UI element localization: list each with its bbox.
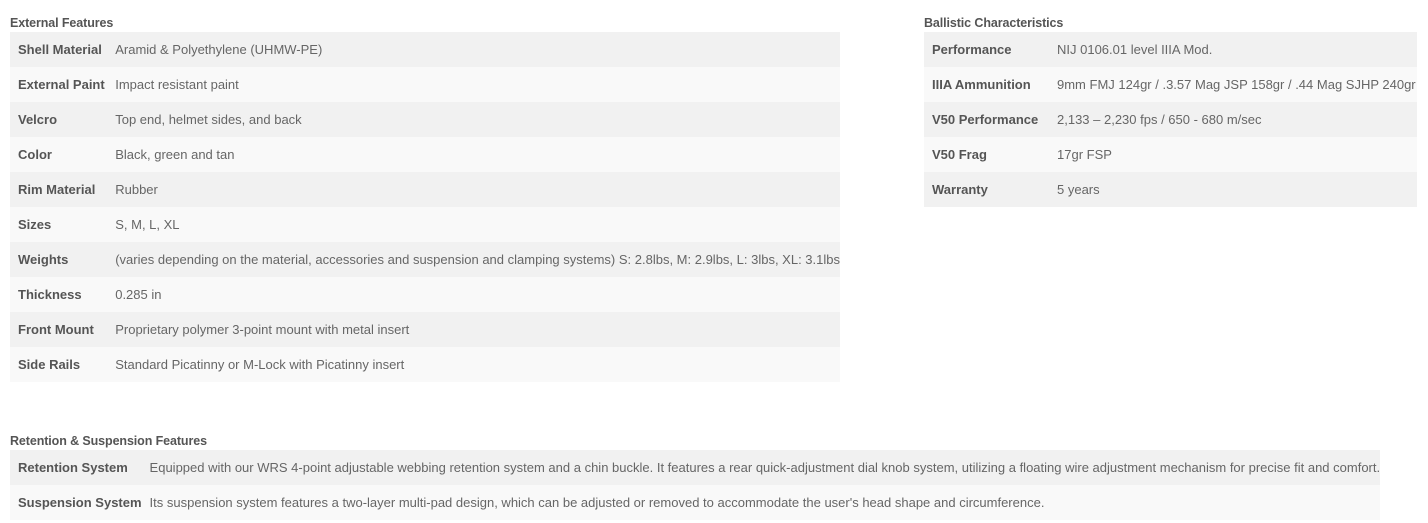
table-row [924, 32, 1417, 67]
row-value: Aramid & Polyethylene (UHMW-PE) [107, 32, 840, 67]
row-value: Rubber [107, 172, 840, 207]
row-label: Thickness [10, 277, 107, 312]
row-label: External Paint [10, 67, 107, 102]
row-label: Side Rails [10, 347, 107, 382]
row-label: Suspension System [10, 485, 142, 520]
row-label: Retention System [10, 450, 142, 485]
external-features-table [10, 32, 840, 382]
table-row [10, 312, 840, 347]
row-value: 9mm FMJ 124gr / .3.57 Mag JSP 158gr / .44 Mag SJHP 240gr [1049, 67, 1417, 102]
row-label: Warranty [924, 172, 1049, 207]
row-label: Rim Material [10, 172, 107, 207]
table-row [10, 347, 840, 382]
row-label: V50 Performance [924, 102, 1049, 137]
row-label: Velcro [10, 102, 107, 137]
table-row [924, 102, 1417, 137]
row-value: NIJ 0106.01 level IIIA Mod. [1049, 32, 1417, 67]
table-row [10, 172, 840, 207]
row-label: Performance [924, 32, 1049, 67]
table-row [10, 32, 840, 67]
section-title: External Features [10, 16, 114, 30]
row-label: Front Mount [10, 312, 107, 347]
table-row [10, 450, 1380, 485]
table-row [924, 172, 1417, 207]
row-value: 5 years [1049, 172, 1417, 207]
ballistic-characteristics-table [924, 32, 1417, 207]
retention-suspension-section [10, 433, 1380, 520]
table-row [10, 67, 840, 102]
row-value: Black, green and tan [107, 137, 840, 172]
row-label: Weights [10, 242, 107, 277]
row-label: Shell Material [10, 32, 107, 67]
table-row [10, 137, 840, 172]
section-title: Ballistic Characteristics [924, 16, 1064, 30]
row-label: V50 Frag [924, 137, 1049, 172]
retention-suspension-table [10, 450, 1380, 520]
section-title: Retention & Suspension Features [10, 434, 207, 448]
row-value: (varies depending on the material, accessories and suspension and clamping systems) S: 2.8lbs, M: 2.9lbs, L: 3lbs, XL: 3.1lbs [107, 242, 840, 277]
row-value: Standard Picatinny or M-Lock with Picatinny insert [107, 347, 840, 382]
row-value: Its suspension system features a two-layer multi-pad design, which can be adjusted or removed to accommodate the user's head shape and circumference. [142, 485, 1381, 520]
table-row [10, 277, 840, 312]
row-label: Sizes [10, 207, 107, 242]
row-value: 17gr FSP [1049, 137, 1417, 172]
table-row [10, 485, 1380, 520]
row-value: Equipped with our WRS 4-point adjustable webbing retention system and a chin buckle. It features a rear quick-adjustment dial knob system, utilizing a floating wire adjustment mechanism for precise fit and comfort. [142, 450, 1381, 485]
table-row [10, 102, 840, 137]
row-value: Proprietary polymer 3-point mount with metal insert [107, 312, 840, 347]
table-row [10, 207, 840, 242]
external-features-section [10, 15, 840, 382]
row-value: Top end, helmet sides, and back [107, 102, 840, 137]
row-value: S, M, L, XL [107, 207, 840, 242]
row-value: 2,133 – 2,230 fps / 650 - 680 m/sec [1049, 102, 1417, 137]
row-value: 0.285 in [107, 277, 840, 312]
row-value: Impact resistant paint [107, 67, 840, 102]
table-row [10, 242, 840, 277]
row-label: IIIA Ammunition [924, 67, 1049, 102]
table-row [924, 67, 1417, 102]
table-row [924, 137, 1417, 172]
row-label: Color [10, 137, 107, 172]
ballistic-characteristics-section [924, 15, 1417, 207]
